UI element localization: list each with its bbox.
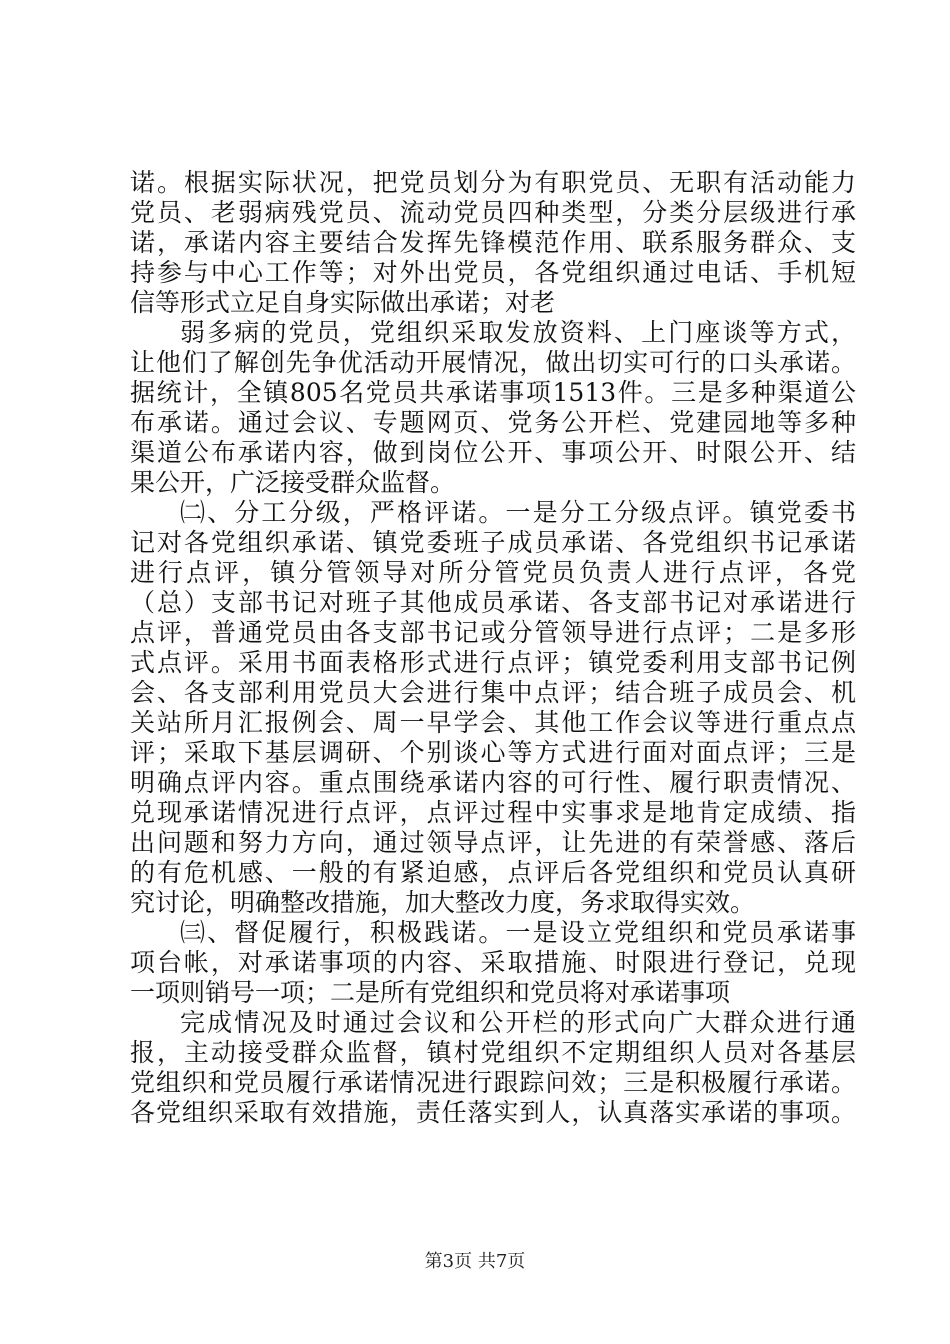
text-line: 布承诺。通过会议、专题网页、党务公开栏、党建园地等多种	[130, 408, 856, 437]
text-line: 党员、老弱病残党员、流动党员四种类型，分类分层级进行承	[130, 198, 856, 227]
text-line: 究讨论，明确整改措施，加大整改力度，务求取得实效。	[130, 888, 756, 917]
text-line: 评；采取下基层调研、个别谈心等方式进行面对面点评；三是	[130, 738, 856, 767]
text-line: 明确点评内容。重点围绕承诺内容的可行性、履行职责情况、	[130, 768, 856, 797]
text-line: 渠道公布承诺内容，做到岗位公开、事项公开、时限公开、结	[130, 438, 856, 467]
text-line: 关站所月汇报例会、周一早学会、其他工作会议等进行重点点	[130, 708, 856, 737]
text-line: 完成情况及时通过会议和公开栏的形式向广大群众进行通	[180, 1008, 856, 1037]
text-line: 一项则销号一项；二是所有党组织和党员将对承诺事项	[130, 978, 731, 1007]
text-line: 点评，普通党员由各支部书记或分管领导进行点评；二是多形	[130, 618, 856, 647]
text-line: 式点评。采用书面表格形式进行点评；镇党委利用支部书记例	[130, 648, 856, 677]
text-line: 让他们了解创先争优活动开展情况，做出切实可行的口头承诺。	[130, 348, 856, 377]
text-line: 兑现承诺情况进行点评，点评过程中实事求是地肯定成绩、指	[130, 798, 856, 827]
text-line: 项台帐，对承诺事项的内容、采取措施、时限进行登记，兑现	[130, 948, 856, 977]
text-line: 会、各支部利用党员大会进行集中点评；结合班子成员会、机	[130, 678, 856, 707]
page-number-footer: 第3页 共7页	[424, 1251, 526, 1272]
text-line: 记对各党组织承诺、镇党委班子成员承诺、各党组织书记承诺	[130, 528, 856, 557]
text-line: 的有危机感、一般的有紧迫感，点评后各党组织和党员认真研	[130, 858, 856, 887]
text-line: 党组织和党员履行承诺情况进行跟踪问效；三是积极履行承诺。	[130, 1068, 856, 1097]
text-line: 果公开，广泛接受群众监督。	[130, 468, 456, 497]
text-line: 据统计，全镇805名党员共承诺事项1513件。三是多种渠道公	[130, 378, 856, 407]
text-line: 报，主动接受群众监督，镇村党组织不定期组织人员对各基层	[130, 1038, 856, 1067]
text-line: 出问题和努力方向，通过领导点评，让先进的有荣誉感、落后	[130, 828, 856, 857]
text-line: 进行点评，镇分管领导对所分管党员负责人进行点评，各党	[130, 558, 856, 587]
text-line: 诺。根据实际状况，把党员划分为有职党员、无职有活动能力	[130, 168, 856, 197]
text-line: 持参与中心工作等；对外出党员，各党组织通过电话、手机短	[130, 258, 856, 287]
body-text	[130, 168, 856, 1128]
text-line: （总）支部书记对班子其他成员承诺、各支部书记对承诺进行	[130, 588, 856, 617]
text-line: ㈡、分工分级，严格评诺。一是分工分级点评。镇党委书	[180, 498, 856, 527]
text-line: ㈢、督促履行，积极践诺。一是设立党组织和党员承诺事	[180, 918, 856, 947]
text-line: 弱多病的党员，党组织采取发放资料、上门座谈等方式，	[180, 318, 856, 347]
text-line: 诺，承诺内容主要结合发挥先锋模范作用、联系服务群众、支	[130, 228, 856, 257]
text-line: 信等形式立足自身实际做出承诺；对老	[130, 288, 556, 317]
text-line: 各党组织采取有效措施，责任落实到人，认真落实承诺的事项。	[130, 1098, 856, 1127]
